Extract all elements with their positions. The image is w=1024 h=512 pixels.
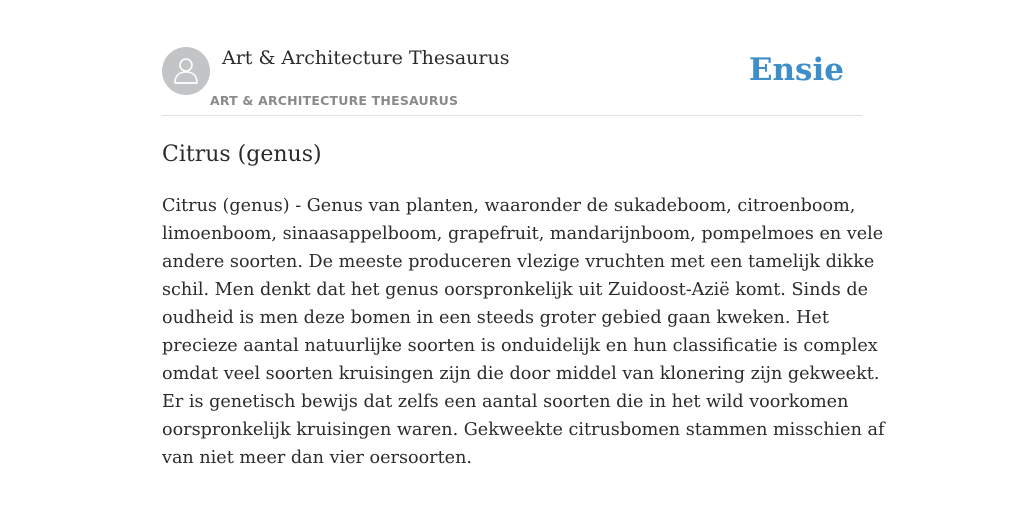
entry-body-line: precieze aantal natuurlijke soorten is onduidelijk en hun classificatie is complex bbox=[162, 336, 878, 356]
entry-body-line: limoenboom, sinaasappelboom, grapefruit, mandarijnboom, pompelmoes en vele bbox=[162, 224, 884, 244]
user-icon[interactable] bbox=[162, 47, 210, 95]
source-name[interactable]: Art & Architecture Thesaurus bbox=[222, 47, 510, 69]
entry-body-line: Citrus (genus) - Genus van planten, waaronder de sukadeboom, citroenboom, bbox=[162, 196, 856, 216]
entry-body-line: andere soorten. De meeste produceren vlezige vruchten met een tamelijk dikke bbox=[162, 252, 875, 272]
entry-body-line: omdat veel soorten kruisingen zijn die door middel van klonering zijn gekweekt. bbox=[162, 364, 880, 384]
entry-body bbox=[162, 192, 885, 472]
entry-body-line: van niet meer dan vier oersoorten. bbox=[162, 448, 472, 468]
source-caption: ART & ARCHITECTURE THESAURUS bbox=[210, 93, 459, 108]
header-divider bbox=[162, 115, 862, 116]
entry-body-line: oudheid is men deze bomen in een steeds groter gebied gaan kweken. Het bbox=[162, 308, 829, 328]
entry-body-line: Er is genetisch bewijs dat zelfs een aantal soorten die in het wild voorkomen bbox=[162, 392, 849, 412]
brand-logo[interactable]: Ensie bbox=[748, 52, 844, 88]
entry-body-line: oorspronkelijk kruisingen waren. Gekweekte citrusbomen stammen misschien af bbox=[162, 420, 885, 440]
entry-card bbox=[162, 0, 885, 512]
entry-title: Citrus (genus) bbox=[162, 142, 322, 167]
avatar-silhouette bbox=[162, 47, 210, 95]
entry-body-line: schil. Men denkt dat het genus oorspronkelijk uit Zuidoost-Azië komt. Sinds de bbox=[162, 280, 869, 300]
